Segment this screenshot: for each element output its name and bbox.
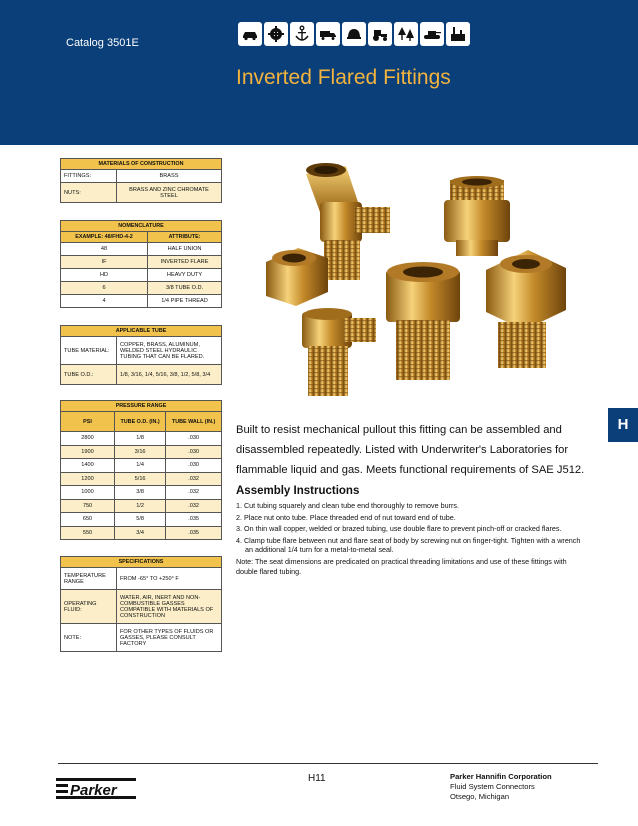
factory-icon <box>446 22 470 46</box>
list-item: 2. Place nut onto tube. Place threaded end of nut toward end of tube. <box>236 512 456 522</box>
applicable-title: APPLICABLE TUBE <box>61 326 222 337</box>
application-icons <box>238 22 470 46</box>
table-cell: .030 <box>166 445 222 459</box>
logo-text: Parker <box>70 782 117 799</box>
tank-icon <box>420 22 444 46</box>
table-header: ATTRIBUTE: <box>148 232 222 243</box>
table-cell: 3/8 TUBE O.D. <box>148 282 222 295</box>
helmet-icon <box>342 22 366 46</box>
table-cell: 1000 <box>61 486 115 500</box>
specifications-title: SPECIFICATIONS <box>61 557 222 568</box>
parker-logo <box>56 776 136 804</box>
table-cell: HD <box>61 269 148 282</box>
footer-info <box>450 772 552 802</box>
table-cell: 1/2 <box>115 499 166 513</box>
tractor-icon <box>368 22 392 46</box>
trees-icon <box>394 22 418 46</box>
table-cell: OPERATING FLUID: <box>61 590 117 624</box>
list-item: 4. Clamp tube flare between nut and flare seat of body by screwing nut on finger-tight. Tighten with a wrench an additional 1/4 turn for a metal-to-metal seal. <box>236 535 581 555</box>
anchor-icon <box>290 22 314 46</box>
table-cell: 750 <box>61 499 115 513</box>
table-cell: 1/8 <box>115 432 166 446</box>
table-cell: HALF UNION <box>148 243 222 256</box>
assembly-instructions <box>236 485 588 576</box>
assembly-steps <box>236 501 588 555</box>
table-cell: 650 <box>61 513 115 527</box>
table-cell: 6 <box>61 282 148 295</box>
table-cell: 1200 <box>61 472 115 486</box>
table-cell: .032 <box>166 486 222 500</box>
catalog-number: Catalog 3501E <box>66 37 139 49</box>
table-cell: 4 <box>61 295 148 308</box>
pressure-title: PRESSURE RANGE <box>61 401 222 412</box>
table-cell: 3/4 <box>115 526 166 540</box>
specifications-table <box>60 556 222 652</box>
table-cell: NOTE: <box>61 624 117 652</box>
table-cell: .030 <box>166 432 222 446</box>
gear-icon <box>264 22 288 46</box>
assembly-title: Assembly Instructions <box>236 485 360 497</box>
table-header: TUBE O.D. (IN.) <box>115 412 166 432</box>
table-cell: INVERTED FLARE <box>148 256 222 269</box>
materials-table <box>60 158 222 203</box>
truck-icon <box>316 22 340 46</box>
table-cell: 5/8 <box>115 513 166 527</box>
table-cell: .035 <box>166 526 222 540</box>
division-name: Fluid System Connectors <box>450 782 535 791</box>
table-cell: 1/8, 3/16, 1/4, 5/16, 3/8, 1/2, 5/8, 3/4 <box>117 365 222 385</box>
table-cell: WATER, AIR, INERT AND NON-COMBUSTIBLE GASSES COMPATIBLE WITH MATERIALS OF CONSTRUCTION <box>117 590 222 624</box>
product-description: Built to resist mechanical pullout this fitting can be assembled and disassembled repeatedly. Listed with Underwriter's Laboratories for flammable liquid and gas. Meets functional requirements of SAE J512. <box>236 424 585 476</box>
table-cell: HEAVY DUTY <box>148 269 222 282</box>
pressure-range-table <box>60 400 222 540</box>
table-header: EXAMPLE: 48/FHD-4-2 <box>61 232 148 243</box>
table-cell: TUBE O.D.: <box>61 365 117 385</box>
page-title: Inverted Flared Fittings <box>236 66 451 89</box>
table-cell: TUBE MATERIAL: <box>61 337 117 365</box>
table-header: TUBE WALL (IN.) <box>166 412 222 432</box>
table-cell: BRASS <box>117 170 222 183</box>
table-cell: 3/8 <box>115 486 166 500</box>
table-cell: FOR OTHER TYPES OF FLUIDS OR GASSES, PLEASE CONSULT FACTORY <box>117 624 222 652</box>
section-tab: H <box>608 408 638 442</box>
list-item: 1. Cut tubing squarely and clean tube end thoroughly to remove burrs. <box>236 501 459 510</box>
table-cell: NUTS: <box>61 183 117 203</box>
table-cell: .032 <box>166 499 222 513</box>
table-cell: BRASS AND ZINC CHROMATE STEEL <box>117 183 222 203</box>
table-cell: .030 <box>166 459 222 473</box>
table-cell: 3/16 <box>115 445 166 459</box>
nomenclature-table <box>60 220 222 308</box>
table-cell: 1400 <box>61 459 115 473</box>
table-cell: 1900 <box>61 445 115 459</box>
table-cell: .035 <box>166 513 222 527</box>
table-cell: 1/4 <box>115 459 166 473</box>
table-cell: COPPER, BRASS, ALUMINUM, WELDED STEEL HYDRAULIC TUBING THAT CAN BE FLARED. <box>117 337 222 365</box>
table-cell: FITTINGS: <box>61 170 117 183</box>
company-name: Parker Hannifin Corporation <box>450 772 552 781</box>
table-cell: 550 <box>61 526 115 540</box>
table-cell: 1/4 PIPE THREAD <box>148 295 222 308</box>
table-cell: 2800 <box>61 432 115 446</box>
location: Otsego, Michigan <box>450 792 510 801</box>
table-cell: TEMPERATURE RANGE <box>61 568 117 590</box>
applicable-tube-table <box>60 325 222 385</box>
table-cell: IF <box>61 256 148 269</box>
table-cell: FROM -65° TO +250° F <box>117 568 222 590</box>
nomenclature-title: NOMENCLATURE <box>61 221 222 232</box>
fittings-photo <box>236 152 594 410</box>
table-header: PSI <box>61 412 115 432</box>
table-cell: 48 <box>61 243 148 256</box>
table-cell: .032 <box>166 472 222 486</box>
materials-title: MATERIALS OF CONSTRUCTION <box>61 159 222 170</box>
header-band <box>0 0 638 145</box>
car-icon <box>238 22 262 46</box>
page-number: H11 <box>308 773 326 784</box>
list-item: 3. On thin wall copper, welded or brazed tubing, use double flare to prevent pinch-off or cracked flares. <box>236 524 562 534</box>
assembly-note: Note: The seat dimensions are predicated on practical threading limitations and use of these fittings with double flared tubing. <box>236 556 567 576</box>
table-cell: 5/16 <box>115 472 166 486</box>
footer-divider <box>58 763 598 764</box>
